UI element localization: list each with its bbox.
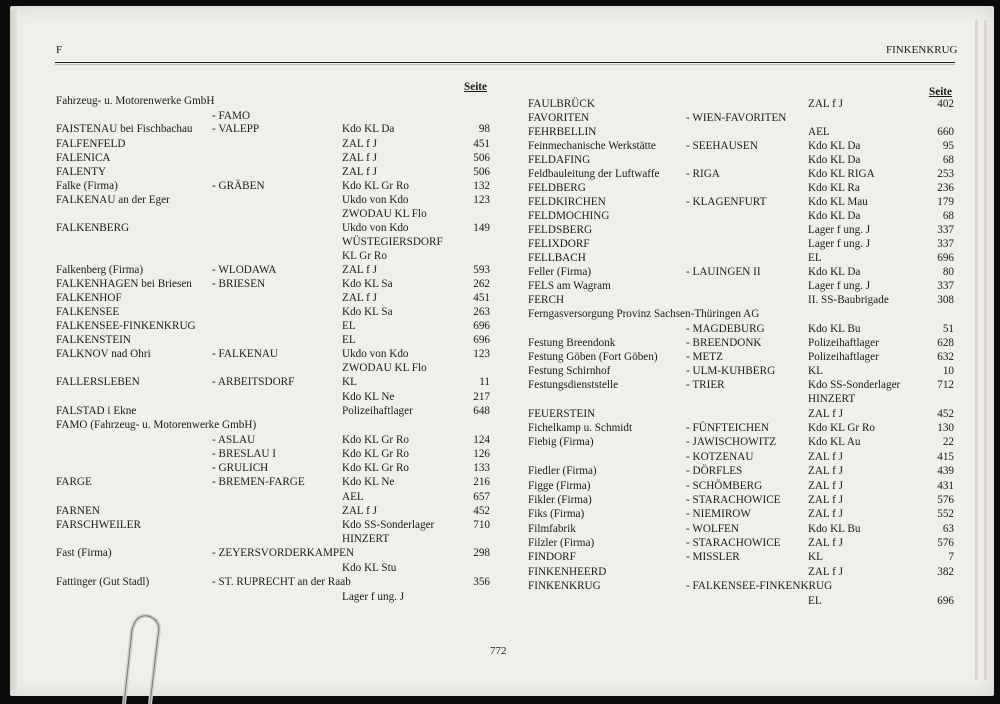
entry-subcamp: - WLODAWA xyxy=(212,264,277,276)
entry-subcamp: - FALKENAU xyxy=(212,348,278,360)
entry-camp-type: Kdo KL Sa xyxy=(342,278,393,290)
entry-camp-type: HINZERT xyxy=(808,393,856,405)
entry-name: FINKENHEERD xyxy=(528,566,607,578)
entry-subcamp: - JAWISCHOWITZ xyxy=(686,436,777,448)
entry-camp-type: Ukdo von Kdo xyxy=(342,194,409,206)
entry-name: Feinmechanische Werkstätte xyxy=(528,140,656,152)
entry-camp-type: Kdo KL Au xyxy=(808,436,861,448)
entry-camp-type: Kdo KL Mau xyxy=(808,196,868,208)
entry-page: 263 xyxy=(473,306,490,318)
entry-name: FINKENKRUG xyxy=(528,580,601,592)
entry-name: FALSTAD i Ekne xyxy=(56,405,137,417)
entry-page: 452 xyxy=(473,505,490,517)
entry-name: Feller (Firma) xyxy=(528,266,592,278)
entry-camp-type: Polizeihaftlager xyxy=(808,351,879,363)
entry-page: 696 xyxy=(937,252,954,264)
entry-name: FALKENSEE-FINKENKRUG xyxy=(56,320,196,332)
entry-camp-type: Kdo KL Stu xyxy=(342,562,397,574)
entry-page: 7 xyxy=(948,551,954,563)
entry-camp-type: Lager f ung. J xyxy=(808,238,871,250)
entry-subcamp: - VALEPP xyxy=(212,123,260,135)
entry-camp-type: Ukdo von Kdo xyxy=(342,222,409,234)
entry-name: Festung Schirnhof xyxy=(528,365,611,377)
entry-camp-type: ZAL f J xyxy=(808,465,844,477)
entry-camp-type: Kdo KL RIGA xyxy=(808,168,875,180)
entry-page: 236 xyxy=(937,182,954,194)
entry-camp-type: ZWODAU KL Flo xyxy=(342,208,427,220)
entry-camp-type: Lager f ung. J xyxy=(808,280,871,292)
entry-subcamp: - MAGDEBURG xyxy=(686,323,765,335)
entry-camp-type: KL xyxy=(808,365,823,377)
entry-camp-type: ZAL f J xyxy=(808,98,844,110)
entry-camp-type: ZAL f J xyxy=(808,480,844,492)
entry-name: Filzler (Firma) xyxy=(528,537,595,549)
entry-camp-type: Polizeihaftlager xyxy=(808,337,879,349)
entry-page: 22 xyxy=(942,436,954,448)
entry-page: 179 xyxy=(937,196,954,208)
entry-page: 126 xyxy=(473,448,490,460)
entry-name: FELDKIRCHEN xyxy=(528,196,606,208)
entry-camp-type: Kdo KL Da xyxy=(342,123,395,135)
entry-page: 298 xyxy=(473,547,490,559)
entry-page: 696 xyxy=(937,595,954,607)
entry-camp-type: ZWODAU KL Flo xyxy=(342,362,427,374)
entry-name: FEUERSTEIN xyxy=(528,408,596,420)
entry-name: Fiebig (Firma) xyxy=(528,436,594,448)
entry-name: FERCH xyxy=(528,294,565,306)
entry-name: Falkenberg (Firma) xyxy=(56,264,144,276)
entry-page: 337 xyxy=(937,224,954,236)
entry-camp-type: ZAL f J xyxy=(342,292,378,304)
entry-name: FALENICA xyxy=(56,152,111,164)
entry-name: FALKENAU an der Eger xyxy=(56,194,170,206)
entry-name: Falke (Firma) xyxy=(56,180,118,192)
entry-name: FELIXDORF xyxy=(528,238,590,250)
entry-camp-type: Kdo SS-Sonderlager xyxy=(808,379,901,391)
entry-page: 123 xyxy=(473,348,490,360)
entry-name: FALKENSTEIN xyxy=(56,334,131,346)
entry-page: 63 xyxy=(942,523,954,535)
entry-page: 632 xyxy=(937,351,954,363)
entry-name: Feldbauleitung der Luftwaffe xyxy=(528,168,660,180)
entry-name: Fiedler (Firma) xyxy=(528,465,597,477)
page-binding xyxy=(10,10,20,690)
entry-subcamp: - STARACHOWICE xyxy=(686,537,781,549)
entry-camp-type: Kdo SS-Sonderlager xyxy=(342,519,435,531)
entry-page: 696 xyxy=(473,334,490,346)
entry-subcamp: - WIEN-FAVORITEN xyxy=(686,112,787,124)
entry-name: Festungsdienststelle xyxy=(528,379,619,391)
entry-page: 431 xyxy=(937,480,954,492)
entry-subcamp: - BREMEN-FARGE xyxy=(212,476,305,488)
entry-camp-type: Lager f ung. J xyxy=(342,591,405,603)
entry-page: 628 xyxy=(937,337,954,349)
seite-column-header-right: Seite xyxy=(929,86,952,98)
entry-page: 217 xyxy=(473,391,490,403)
entry-page: 439 xyxy=(937,465,954,477)
entry-camp-type: EL xyxy=(342,320,356,332)
entry-camp-type: Kdo KL Gr Ro xyxy=(342,448,410,460)
entry-subcamp: - NIEMIROW xyxy=(686,508,751,520)
entry-subcamp: - FÜNFTEICHEN xyxy=(686,422,769,434)
entry-page: 576 xyxy=(937,537,954,549)
entry-camp-type: Kdo KL Ra xyxy=(808,182,860,194)
entry-camp-type: Kdo KL Gr Ro xyxy=(342,180,410,192)
entry-subcamp: - MISSLER xyxy=(686,551,740,563)
entry-name: FALLERSLEBEN xyxy=(56,376,140,388)
entry-name: Fast (Firma) xyxy=(56,547,112,559)
entry-page: 253 xyxy=(937,168,954,180)
entry-name: FALKENHOF xyxy=(56,292,122,304)
entry-page: 262 xyxy=(473,278,490,290)
entry-name: FEHRBELLIN xyxy=(528,126,597,138)
entry-camp-type: EL xyxy=(808,595,822,607)
entry-page: 130 xyxy=(937,422,954,434)
entry-page: 337 xyxy=(937,238,954,250)
entry-page: 452 xyxy=(937,408,954,420)
entry-subcamp: - ST. RUPRECHT an der Raab xyxy=(212,576,351,588)
entry-camp-type: KL xyxy=(808,551,823,563)
paper-clip-icon xyxy=(118,612,164,704)
entry-name: FELDSBERG xyxy=(528,224,593,236)
entry-camp-type: KL Gr Ro xyxy=(342,250,387,262)
entry-camp-type: II. SS-Baubrigade xyxy=(808,294,889,306)
entry-camp-type: Kdo KL Ne xyxy=(342,391,395,403)
entry-subcamp: - WOLFEN xyxy=(686,523,739,535)
entry-name: Fikler (Firma) xyxy=(528,494,592,506)
entry-camp-type: Kdo KL Gr Ro xyxy=(342,462,410,474)
entry-name: Fattinger (Gut Stadl) xyxy=(56,576,150,588)
entry-camp-type: HINZERT xyxy=(342,533,390,545)
entry-subcamp: - DÖRFLES xyxy=(686,465,743,477)
entry-page: 552 xyxy=(937,508,954,520)
entry-camp-type: Kdo KL Gr Ro xyxy=(808,422,876,434)
entry-subcamp: - LAUINGEN II xyxy=(686,266,761,278)
entry-camp-type: WÜSTEGIERSDORF xyxy=(342,236,443,248)
entry-name: FAVORITEN xyxy=(528,112,590,124)
entry-page: 216 xyxy=(473,476,490,488)
entry-page: 710 xyxy=(473,519,490,531)
entry-page: 51 xyxy=(942,323,954,335)
entry-camp-type: Kdo KL Bu xyxy=(808,523,861,535)
entry-name: FELDMOCHING xyxy=(528,210,610,222)
entry-page: 149 xyxy=(473,222,490,234)
page-number: 772 xyxy=(490,645,507,657)
entry-camp-type: Kdo KL Sa xyxy=(342,306,393,318)
header-letter: F xyxy=(56,44,63,56)
entry-camp-type: Ukdo von Kdo xyxy=(342,348,409,360)
entry-page: 356 xyxy=(473,576,490,588)
entry-page: 133 xyxy=(473,462,490,474)
entry-camp-type: Kdo KL Da xyxy=(808,266,861,278)
entry-camp-type: ZAL f J xyxy=(808,566,844,578)
entry-name: FALKENSEE xyxy=(56,306,120,318)
entry-camp-type: ZAL f J xyxy=(808,408,844,420)
header-rule xyxy=(55,62,955,63)
entry-camp-type: EL xyxy=(808,252,822,264)
entry-page: 308 xyxy=(937,294,954,306)
entry-page: 712 xyxy=(937,379,954,391)
entry-name: FELDAFING xyxy=(528,154,591,166)
entry-name: Figge (Firma) xyxy=(528,480,591,492)
entry-page: 123 xyxy=(473,194,490,206)
entry-camp-type: Kdo KL Da xyxy=(808,140,861,152)
entry-name: Filmfabrik xyxy=(528,523,576,535)
entry-page: 451 xyxy=(473,138,490,150)
entry-camp-type: Kdo KL Gr Ro xyxy=(342,434,410,446)
entry-camp-type: AEL xyxy=(808,126,830,138)
entry-subcamp: - ARBEITSDORF xyxy=(212,376,295,388)
entry-camp-type: ZAL f J xyxy=(342,505,378,517)
entry-subcamp: - GRÄBEN xyxy=(212,180,265,192)
entry-page: 124 xyxy=(473,434,490,446)
entry-subcamp: - KOTZENAU xyxy=(686,451,754,463)
entry-name: FALFENFELD xyxy=(56,138,126,150)
entry-camp-type: Kdo KL Da xyxy=(808,210,861,222)
entry-subcamp: - KLAGENFURT xyxy=(686,196,767,208)
seite-column-header-left: Seite xyxy=(464,81,487,93)
entry-subcamp: - GRULICH xyxy=(212,462,269,474)
entry-name: FALKNOV nad Ohri xyxy=(56,348,151,360)
entry-name: FALKENBERG xyxy=(56,222,130,234)
entry-name: FALKENHAGEN bei Briesen xyxy=(56,278,192,290)
entry-page: 337 xyxy=(937,280,954,292)
entry-page: 648 xyxy=(473,405,490,417)
entry-camp-type: Kdo KL Da xyxy=(808,154,861,166)
entry-subcamp: - FAMO xyxy=(212,110,251,122)
entry-camp-type: EL xyxy=(342,334,356,346)
header-rule-shadow xyxy=(55,64,955,65)
entry-name: FAISTENAU bei Fischbachau xyxy=(56,123,193,135)
entry-subcamp: - TRIER xyxy=(686,379,725,391)
entry-page: 576 xyxy=(937,494,954,506)
entry-subcamp: - SCHÖMBERG xyxy=(686,480,763,492)
entry-name: FAULBRÜCK xyxy=(528,98,595,110)
entry-page: 132 xyxy=(473,180,490,192)
entry-page: 11 xyxy=(479,376,490,388)
entry-camp-type: ZAL f J xyxy=(808,494,844,506)
entry-name: Festung Breendonk xyxy=(528,337,616,349)
entry-camp-type: AEL xyxy=(342,491,364,503)
entry-name: Fiks (Firma) xyxy=(528,508,585,520)
entry-name: Fahrzeug- u. Motorenwerke GmbH xyxy=(56,95,215,107)
entry-name: FARGE xyxy=(56,476,92,488)
entry-name: FAMO (Fahrzeug- u. Motorenwerke GmbH) xyxy=(56,419,257,431)
entry-page: 657 xyxy=(473,491,490,503)
entry-name: FINDORF xyxy=(528,551,576,563)
entry-camp-type: Lager f ung. J xyxy=(808,224,871,236)
page-edge xyxy=(984,20,987,680)
entry-page: 696 xyxy=(473,320,490,332)
entry-name: FELLBACH xyxy=(528,252,586,264)
entry-page: 95 xyxy=(942,140,954,152)
entry-name: FELS am Wagram xyxy=(528,280,611,292)
entry-page: 451 xyxy=(473,292,490,304)
entry-page: 68 xyxy=(942,154,954,166)
entry-subcamp: - RIGA xyxy=(686,168,720,180)
entry-camp-type: ZAL f J xyxy=(342,152,378,164)
entry-page: 98 xyxy=(478,123,490,135)
entry-camp-type: ZAL f J xyxy=(342,264,378,276)
entry-page: 593 xyxy=(473,264,490,276)
entry-subcamp: - BREENDONK xyxy=(686,337,762,349)
entry-subcamp: - METZ xyxy=(686,351,723,363)
entry-subcamp: - STARACHOWICE xyxy=(686,494,781,506)
entry-subcamp: - BRESLAU I xyxy=(212,448,277,460)
entry-page: 68 xyxy=(942,210,954,222)
entry-name: FARSCHWEILER xyxy=(56,519,141,531)
entry-page: 402 xyxy=(937,98,954,110)
entry-subcamp: - BRIESEN xyxy=(212,278,266,290)
entry-page: 506 xyxy=(473,152,490,164)
entry-name: FARNEN xyxy=(56,505,100,517)
entry-camp-type: Polizeihaftlager xyxy=(342,405,413,417)
entry-subcamp: - SEEHAUSEN xyxy=(686,140,758,152)
page-edge xyxy=(975,20,978,680)
entry-camp-type: Kdo KL Bu xyxy=(808,323,861,335)
header-running-title: FINKENKRUG xyxy=(886,44,958,56)
entry-name: FALENTY xyxy=(56,166,107,178)
entry-subcamp: - ULM-KUHBERG xyxy=(686,365,776,377)
entry-page: 382 xyxy=(937,566,954,578)
entry-page: 80 xyxy=(942,266,954,278)
entry-subcamp: - ASLAU xyxy=(212,434,256,446)
entry-camp-type: ZAL f J xyxy=(808,537,844,549)
entry-name: FELDBERG xyxy=(528,182,586,194)
entry-camp-type: Kdo KL Ne xyxy=(342,476,395,488)
entry-name: Festung Göben (Fort Göben) xyxy=(528,351,658,363)
entry-page: 660 xyxy=(937,126,954,138)
entry-camp-type: ZAL f J xyxy=(808,508,844,520)
entry-camp-type: ZAL f J xyxy=(808,451,844,463)
entry-subcamp: - ZEYERSVORDERKAMPEN xyxy=(212,547,355,559)
entry-camp-type: ZAL f J xyxy=(342,166,378,178)
entry-camp-type: KL xyxy=(342,376,357,388)
entry-name: Fichelkamp u. Schmidt xyxy=(528,422,633,434)
entry-camp-type: ZAL f J xyxy=(342,138,378,150)
entry-subcamp: - FALKENSEE-FINKENKRUG xyxy=(686,580,833,592)
entry-page: 415 xyxy=(937,451,954,463)
entry-page: 506 xyxy=(473,166,490,178)
entry-page: 10 xyxy=(942,365,954,377)
entry-name: Ferngasversorgung Provinz Sachsen-Thüringen AG xyxy=(528,308,760,320)
